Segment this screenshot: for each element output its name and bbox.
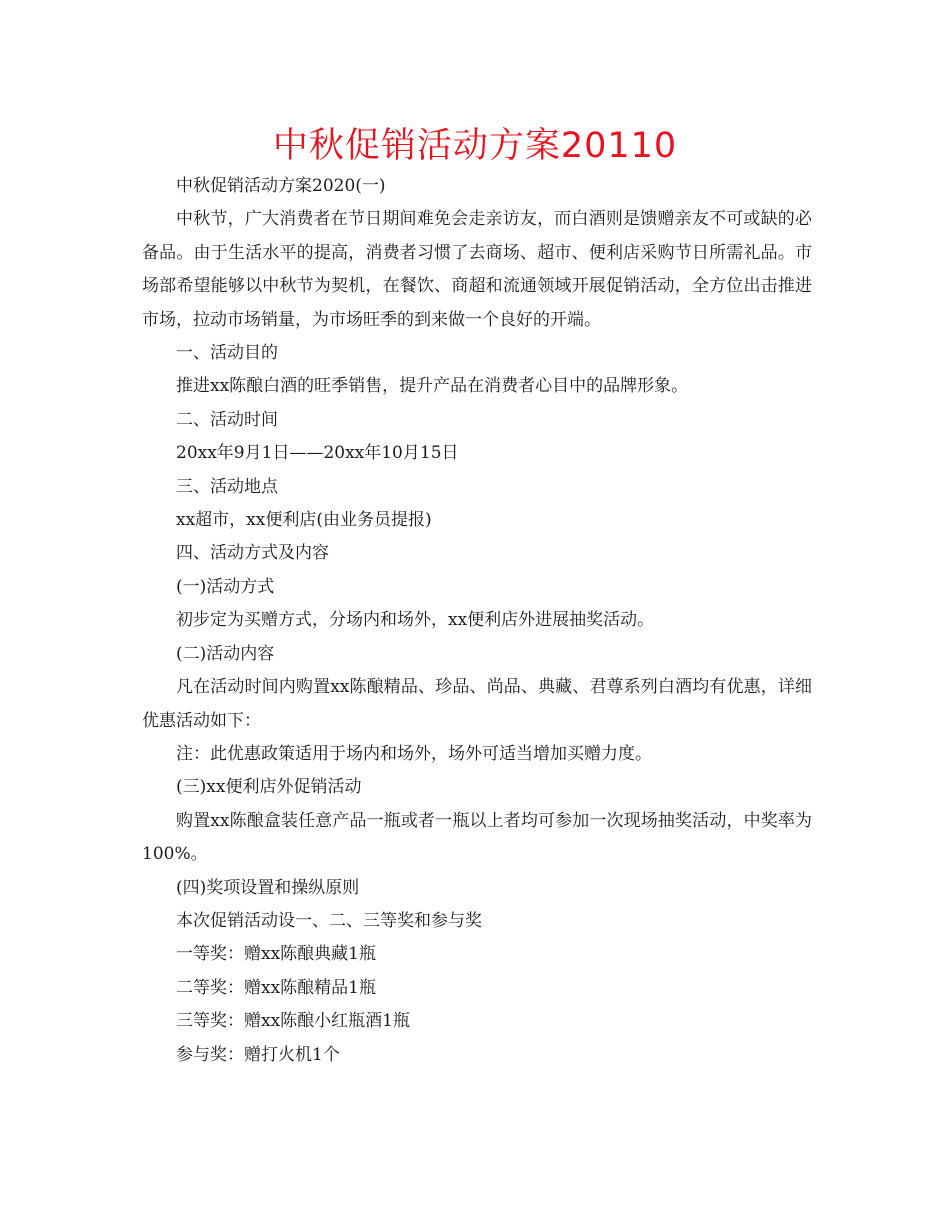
prize-third: 三等奖：赠xx陈酿小红瓶酒1瓶 — [176, 1011, 410, 1032]
paragraph-subtitle: 中秋促销活动方案2020(一) — [176, 176, 386, 196]
paragraph-intro: 中秋节，广大消费者在节日期间难免会走亲访友，而白酒则是馈赠亲友不可或缺的必备品。由于生活水平的提高，消费者习惯了去商场、超市、便利店采购节日所需礼品。市场部希望能够以中秋节为契机，在餐饮、商超和流通领域开展促销活动，全方位出击推进市场，拉动市场销量，为市场旺季的到来做一个良好的开端。 — [142, 209, 812, 330]
subsection-heading-content: (二)活动内容 — [176, 643, 275, 664]
subsection-heading-store: (三)xx便利店外促销活动 — [176, 777, 362, 798]
prize-first: 一等奖：赠xx陈酿典藏1瓶 — [176, 944, 376, 965]
paragraph-prizes: 本次促销活动设一、二、三等奖和参与奖 — [176, 910, 482, 931]
prize-participation: 参与奖：赠打火机1个 — [176, 1044, 340, 1065]
document-title: 中秋促销活动方案20110 — [272, 126, 678, 166]
paragraph-time: 20xx年9月1日——20xx年10月15日 — [176, 443, 459, 464]
paragraph-store: 购置xx陈酿盒装任意产品一瓶或者一瓶以上者均可参加一次现场抽奖活动，中奖率为100%。 — [142, 810, 812, 865]
paragraph-purpose: 推进xx陈酿白酒的旺季销售，提升产品在消费者心目中的品牌形象。 — [176, 376, 689, 397]
document-body — [142, 170, 812, 1072]
section-heading-location: 三、活动地点 — [176, 476, 278, 497]
paragraph-note: 注：此优惠政策适用于场内和场外，场外可适当增加买赠力度。 — [176, 743, 652, 764]
paragraph-content: 凡在活动时间内购置xx陈酿精品、珍品、尚品、典藏、君尊系列白酒均有优惠，详细优惠活动如下： — [142, 677, 812, 731]
section-heading-time: 二、活动时间 — [176, 409, 278, 430]
section-heading-method: 四、活动方式及内容 — [176, 543, 329, 564]
prize-second: 二等奖：赠xx陈酿精品1瓶 — [176, 977, 376, 998]
subsection-heading-method: (一)活动方式 — [176, 576, 275, 597]
paragraph-method: 初步定为买赠方式，分场内和场外，xx便利店外进展抽奖活动。 — [176, 610, 655, 631]
subsection-heading-prizes: (四)奖项设置和操纵原则 — [176, 877, 360, 898]
paragraph-location: xx超市，xx便利店(由业务员提报) — [176, 510, 432, 531]
section-heading-purpose: 一、活动目的 — [176, 343, 278, 364]
